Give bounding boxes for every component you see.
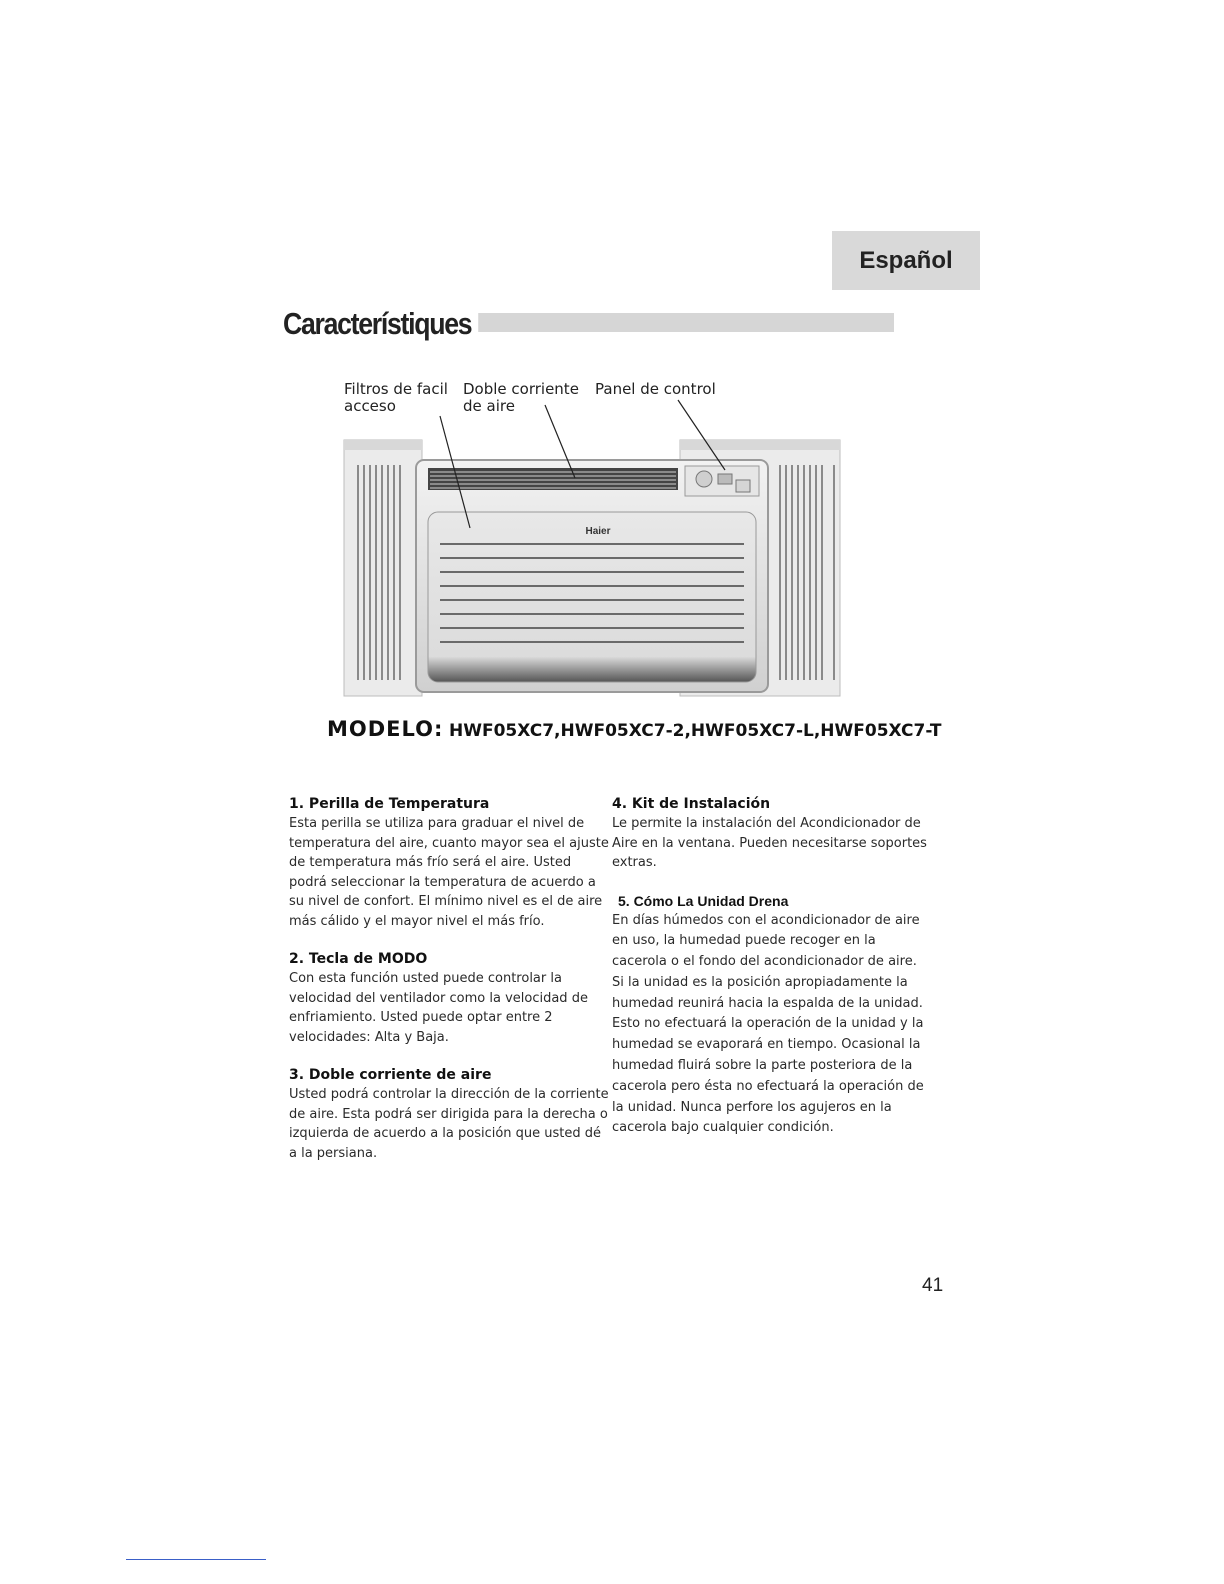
section-title: 3. Doble corriente de aire: [289, 1067, 492, 1083]
section-body: Con esta función usted puede controlar la velocidad del ventilador como la velocidad de enfriamiento. Usted puede optar entre 2 velocidades: Alta y Baja.: [289, 971, 588, 1045]
left-side-panel: [344, 440, 422, 696]
section-title: 5. Cómo La Unidad Drena: [618, 892, 789, 909]
footer-line: [126, 1559, 266, 1560]
model-line: [327, 717, 942, 741]
section-body: Esta perilla se utiliza para graduar el nivel de temperatura del aire, cuanto mayor sea el ajuste de temperatura más frío será el aire. Usted podrá seleccionar la temperatura de acuerdo a su nivel de confort. El mínimo nivel es el de aire más cálido y el mayor nivel el más frío.: [289, 816, 609, 929]
section-title: 1. Perilla de Temperatura: [289, 796, 490, 812]
callout-filters: Filtros de facil acceso: [344, 380, 448, 415]
callout-control-panel: Panel de control: [595, 380, 716, 398]
section-install-kit: [612, 794, 932, 873]
page-number: 41: [922, 1275, 944, 1296]
right-column: [612, 794, 932, 1157]
section-drain: [612, 891, 932, 1140]
callout-airflow: Doble corriente de aire: [463, 380, 579, 415]
model-label: MODELO:: [327, 717, 444, 741]
top-air-vent: [428, 468, 678, 490]
front-grille: [428, 512, 756, 682]
section-mode: [289, 949, 609, 1047]
section-title: 2. Tecla de MODO: [289, 951, 428, 967]
section-body: En días húmedos con el acondicionador de aire en uso, la humedad puede recoger en la cacerola o el fondo del acondicionador de aire. Si la unidad es la posición apropiadamente la humedad reunirá hacia la espalda de la unidad. Esto no efectuará la operación de la unidad y la humedad se evaporará en tiempo. Ocasional la humedad fluirá sobre la parte posteriora de la cacerola pero ésta no efectuará la operación de la unidad. Nunca perfore los agujeros en la cacerola bajo cualquier condición.: [612, 912, 924, 1136]
section-temperature: [289, 794, 609, 931]
model-value: HWF05XC7,HWF05XC7-2,HWF05XC7-L,HWF05XC7-T: [449, 721, 942, 741]
section-body: Usted podrá controlar la dirección de la corriente de aire. Esta podrá ser dirigida para la derecha o izquierda de acuerdo a la posición que usted dé a la persiana.: [289, 1087, 609, 1161]
section-airflow: [289, 1065, 609, 1163]
control-panel: [685, 466, 759, 496]
brand-logo: Haier: [585, 526, 611, 537]
left-column: [289, 794, 609, 1181]
page-title: Característiques: [283, 306, 478, 342]
section-body: Le permite la instalación del Acondicionador de Aire en la ventana. Pueden necesitarse soportes extras.: [612, 816, 927, 870]
air-conditioner-illustration: [340, 380, 850, 700]
language-tab: Español: [832, 231, 980, 290]
section-title: 4. Kit de Instalación: [612, 796, 771, 812]
